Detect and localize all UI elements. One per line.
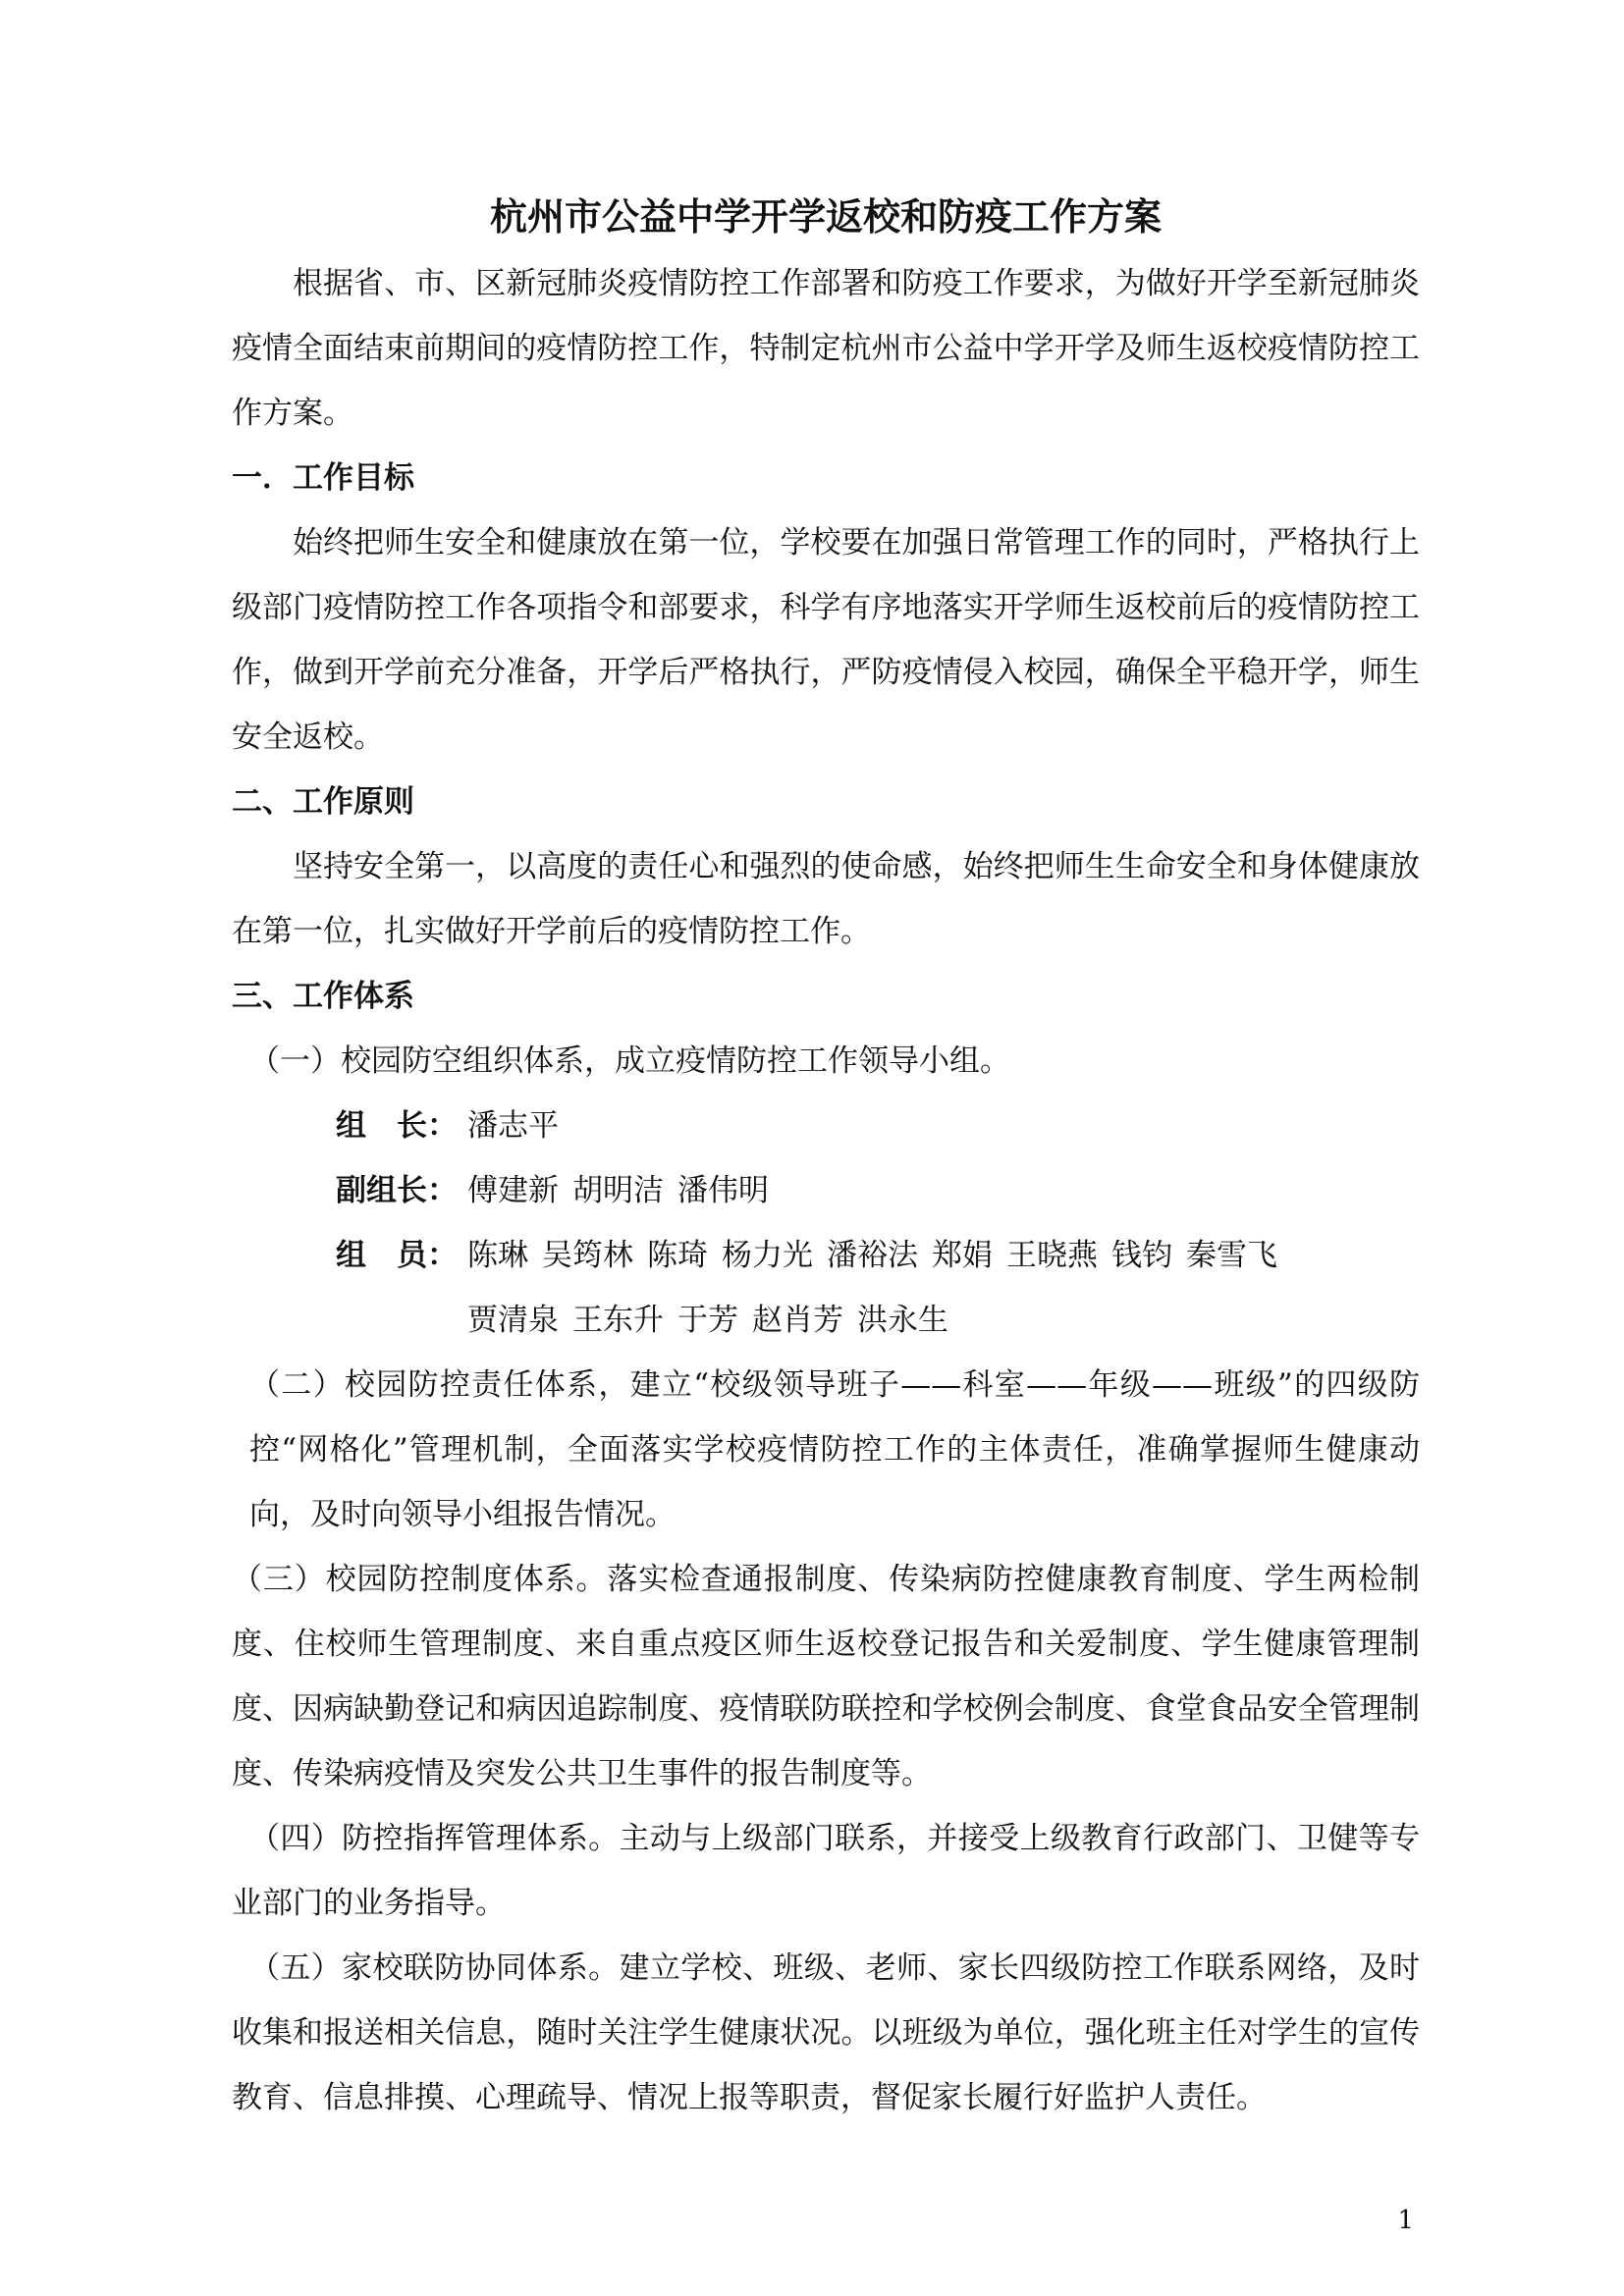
member-name: 吴筠林 bbox=[542, 1238, 633, 1273]
member-name: 于芳 bbox=[677, 1303, 738, 1338]
document-title: 杭州市公益中学开学返校和防疫工作方案 bbox=[489, 194, 1162, 239]
member-name: 贾清泉 bbox=[467, 1303, 559, 1338]
system-item-2: （二）校园防控责任体系，建立“校级领导班子——科室——年级——班级”的四级防控“网格化”管理机制，全面落实学校疫情防控工作的主体责任，准确掌握师生健康动向，及时向领导小组报告情况。 bbox=[249, 1367, 1420, 1532]
deputy-names bbox=[467, 1173, 783, 1208]
member-name: 秦雪飞 bbox=[1186, 1238, 1277, 1273]
system-item-3: （三）校园防控制度体系。落实检查通报制度、传染病防控健康教育制度、学生两检制度、住校师生管理制度、来自重点疫区师生返校登记报告和关爱制度、学生健康管理制度、因病缺勤登记和病因追踪制度、疫情联防联控和学校例会制度、食堂食品安全管理制度、传染病疫情及突发公共卫生事件的报告制度等。 bbox=[232, 1562, 1420, 1791]
member-name: 王晓燕 bbox=[1006, 1238, 1098, 1273]
deputy-name: 胡明洁 bbox=[572, 1173, 664, 1208]
leader-name: 潘志平 bbox=[467, 1108, 559, 1144]
page-number: 1 bbox=[1397, 2206, 1414, 2235]
member-name: 郑娟 bbox=[932, 1238, 993, 1273]
member-row bbox=[232, 1223, 1420, 1288]
member-names-row-1 bbox=[467, 1238, 1291, 1273]
deputy-role-label: 副组长： bbox=[336, 1173, 458, 1208]
member-names-row-2 bbox=[232, 1288, 1420, 1353]
member-role-label: 组 员： bbox=[336, 1238, 458, 1273]
section-principles-body: 坚持安全第一，以高度的责任心和强烈的使命感，始终把师生生命安全和身体健康放在第一位，扎实做好开学前后的疫情防控工作。 bbox=[232, 849, 1420, 949]
member-name: 陈琳 bbox=[467, 1238, 528, 1273]
member-name: 陈琦 bbox=[647, 1238, 708, 1273]
member-name: 钱钧 bbox=[1111, 1238, 1172, 1273]
system-item-1: （一）校园防空组织体系，成立疫情防控工作领导小组。 bbox=[249, 1043, 1010, 1079]
leader-role-label: 组 长： bbox=[336, 1108, 458, 1144]
section-heading-system: 三、工作体系 bbox=[232, 979, 414, 1014]
deputy-row bbox=[232, 1158, 1420, 1223]
system-item-4: （四）防控指挥管理体系。主动与上级部门联系，并接受上级教育行政部门、卫健等专业部门的业务指导。 bbox=[232, 1821, 1420, 1921]
section-heading-goals: 一．工作目标 bbox=[232, 460, 414, 496]
document-body bbox=[232, 187, 1420, 2130]
system-item-5: （五）家校联防协同体系。建立学校、班级、老师、家长四级防控工作联系网络，及时收集和报送相关信息，随时关注学生健康状况。以班级为单位，强化班主任对学生的宣传教育、信息排摸、心理疏导、情况上报等职责，督促家长履行好监护人责任。 bbox=[232, 1950, 1420, 2115]
member-name: 杨力光 bbox=[722, 1238, 813, 1273]
member-name: 王东升 bbox=[572, 1303, 664, 1338]
leader-row bbox=[232, 1094, 1420, 1158]
section-heading-principles: 二、工作原则 bbox=[232, 784, 414, 820]
section-goals-body: 始终把师生安全和健康放在第一位，学校要在加强日常管理工作的同时，严格执行上级部门疫情防控工作各项指令和部要求，科学有序地落实开学师生返校前后的疫情防控工作，做到开学前充分准备，开学后严格执行，严防疫情侵入校园，确保全平稳开学，师生安全返校。 bbox=[232, 525, 1420, 755]
member-name: 潘裕法 bbox=[827, 1238, 918, 1273]
deputy-name: 潘伟明 bbox=[677, 1173, 769, 1208]
deputy-name: 傅建新 bbox=[467, 1173, 559, 1208]
member-name: 赵肖芳 bbox=[752, 1303, 843, 1338]
member-name: 洪永生 bbox=[857, 1303, 948, 1338]
intro-paragraph: 根据省、市、区新冠肺炎疫情防控工作部署和防疫工作要求，为做好开学至新冠肺炎疫情全面结束前期间的疫情防控工作，特制定杭州市公益中学开学及师生返校疫情防控工作方案。 bbox=[232, 266, 1420, 431]
